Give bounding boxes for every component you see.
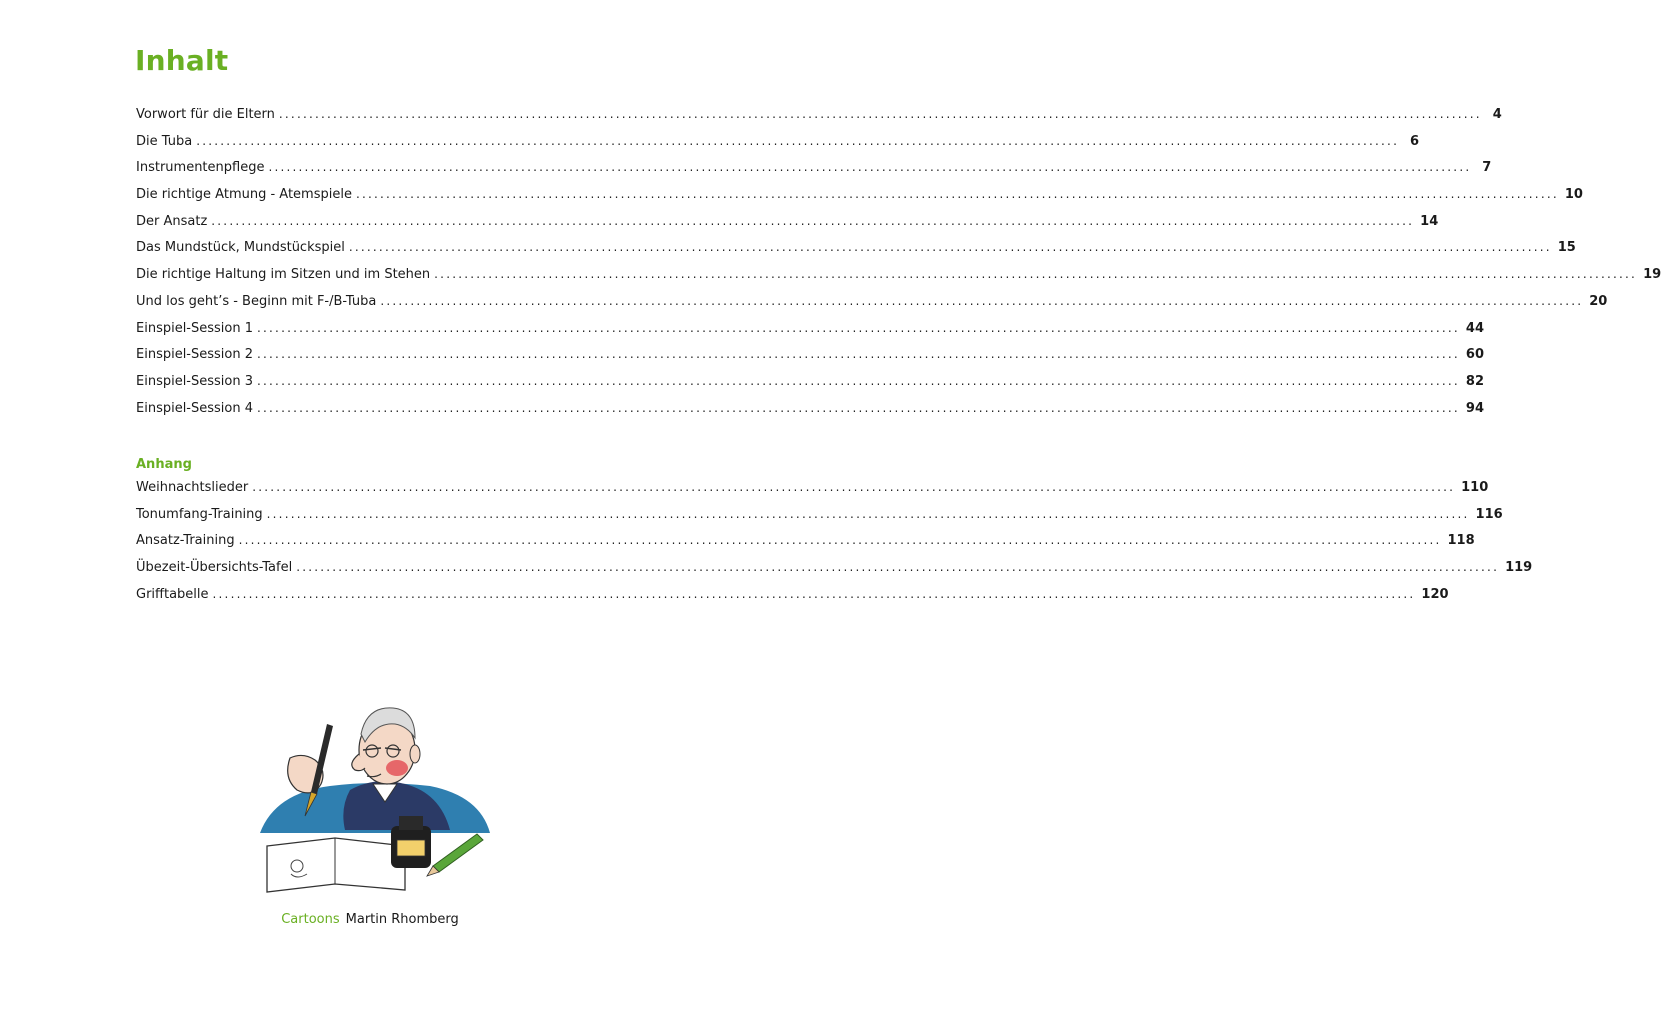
toc-row bbox=[136, 586, 1449, 614]
dot-leader: ........................................................................................................................................................................................................ bbox=[434, 267, 1638, 282]
toc-label: Und los geht’s - Beginn mit F-/B-Tuba bbox=[136, 293, 377, 309]
toc-page-number: 10 bbox=[1564, 187, 1583, 203]
toc-page-number: 94 bbox=[1465, 400, 1484, 416]
table-of-contents bbox=[136, 107, 1661, 427]
dot-leader: ........................................................................................................................................................................................................ bbox=[257, 373, 1460, 388]
toc-page-number: 19 bbox=[1643, 267, 1661, 283]
toc-page-number: 4 bbox=[1492, 107, 1502, 122]
dot-leader: ........................................................................................................................................................................................................ bbox=[380, 293, 1584, 308]
appendix-contents bbox=[136, 480, 1533, 613]
dot-leader: ........................................................................................................................................................................................................ bbox=[252, 480, 1456, 494]
toc-row bbox=[136, 373, 1484, 401]
toc-label: Ansatz-Training bbox=[136, 533, 235, 549]
toc-label: Die richtige Haltung im Sitzen und im Stehen bbox=[136, 267, 431, 283]
dot-leader: ........................................................................................................................................................................................................ bbox=[355, 187, 1559, 202]
toc-row bbox=[136, 160, 1492, 187]
dot-leader: ........................................................................................................................................................................................................ bbox=[257, 347, 1460, 362]
toc-row bbox=[136, 560, 1533, 587]
toc-label: Weihnachtslieder bbox=[136, 480, 249, 495]
credit-label: Cartoons bbox=[281, 912, 340, 927]
toc-page-number: 118 bbox=[1447, 533, 1475, 549]
toc-label: Das Mundstück, Mundstückspiel bbox=[136, 240, 345, 256]
dot-leader: ........................................................................................................................................................................................................ bbox=[296, 560, 1500, 575]
toc-label: Die Tuba bbox=[136, 133, 193, 149]
toc-page-number: 110 bbox=[1461, 480, 1489, 495]
toc-row bbox=[136, 107, 1502, 134]
toc-row bbox=[136, 400, 1484, 428]
dot-leader: ........................................................................................................................................................................................................ bbox=[212, 586, 1416, 601]
toc-page-number: 20 bbox=[1589, 293, 1608, 309]
dot-leader: ........................................................................................................................................................................................................ bbox=[196, 133, 1400, 148]
toc-row bbox=[136, 240, 1576, 267]
toc-page-number: 116 bbox=[1475, 506, 1503, 522]
dot-leader: ........................................................................................................................................................................................................ bbox=[211, 213, 1415, 228]
toc-page-number: 6 bbox=[1410, 133, 1420, 149]
toc-label: Instrumentenpflege bbox=[136, 160, 265, 176]
toc-page-number: 82 bbox=[1465, 373, 1484, 389]
toc-label: Einspiel-Session 3 bbox=[136, 373, 254, 389]
cartoon-credit bbox=[0, 912, 740, 927]
toc-row bbox=[136, 533, 1475, 560]
toc-page-number: 14 bbox=[1420, 213, 1439, 229]
toc-label: Grifftabelle bbox=[136, 586, 209, 602]
toc-label: Der Ansatz bbox=[136, 213, 208, 229]
dot-leader: ........................................................................................................................................................................................................ bbox=[238, 533, 1442, 548]
dot-leader: ........................................................................................................................................................................................................ bbox=[278, 107, 1482, 121]
dot-leader: ........................................................................................................................................................................................................ bbox=[348, 240, 1552, 255]
toc-label: Übezeit-Übersichts-Tafel bbox=[136, 560, 293, 576]
appendix-heading: Anhang bbox=[136, 457, 192, 472]
credit-name: Martin Rhomberg bbox=[345, 912, 459, 927]
dot-leader: ........................................................................................................................................................................................................ bbox=[268, 160, 1472, 175]
toc-row bbox=[136, 506, 1503, 534]
toc-page-number: 15 bbox=[1557, 240, 1576, 256]
toc-page-number: 44 bbox=[1465, 320, 1484, 336]
toc-label: Die richtige Atmung - Atemspiele bbox=[136, 187, 352, 203]
toc-row bbox=[136, 480, 1489, 507]
toc-row bbox=[136, 133, 1420, 161]
toc-row bbox=[136, 213, 1439, 241]
dot-leader: ........................................................................................................................................................................................................ bbox=[257, 320, 1460, 335]
toc-row bbox=[136, 320, 1484, 348]
toc-row bbox=[136, 187, 1583, 214]
toc-label: Einspiel-Session 4 bbox=[136, 400, 254, 416]
dot-leader: ........................................................................................................................................................................................................ bbox=[257, 400, 1460, 415]
toc-row bbox=[136, 267, 1661, 294]
cartoon-artist-drawing-icon bbox=[255, 698, 495, 898]
toc-label: Einspiel-Session 2 bbox=[136, 347, 254, 363]
toc-row bbox=[136, 347, 1484, 374]
dot-leader: ........................................................................................................................................................................................................ bbox=[266, 506, 1470, 521]
toc-label: Tonumfang-Training bbox=[136, 506, 263, 522]
page-title: Inhalt bbox=[135, 44, 229, 77]
toc-page-number: 120 bbox=[1421, 586, 1449, 602]
toc-page-number: 119 bbox=[1505, 560, 1533, 576]
toc-page-number: 60 bbox=[1465, 347, 1484, 363]
toc-label: Vorwort für die Eltern bbox=[136, 107, 275, 122]
toc-page-number: 7 bbox=[1482, 160, 1492, 176]
toc-row bbox=[136, 293, 1608, 321]
toc-label: Einspiel-Session 1 bbox=[136, 320, 254, 336]
